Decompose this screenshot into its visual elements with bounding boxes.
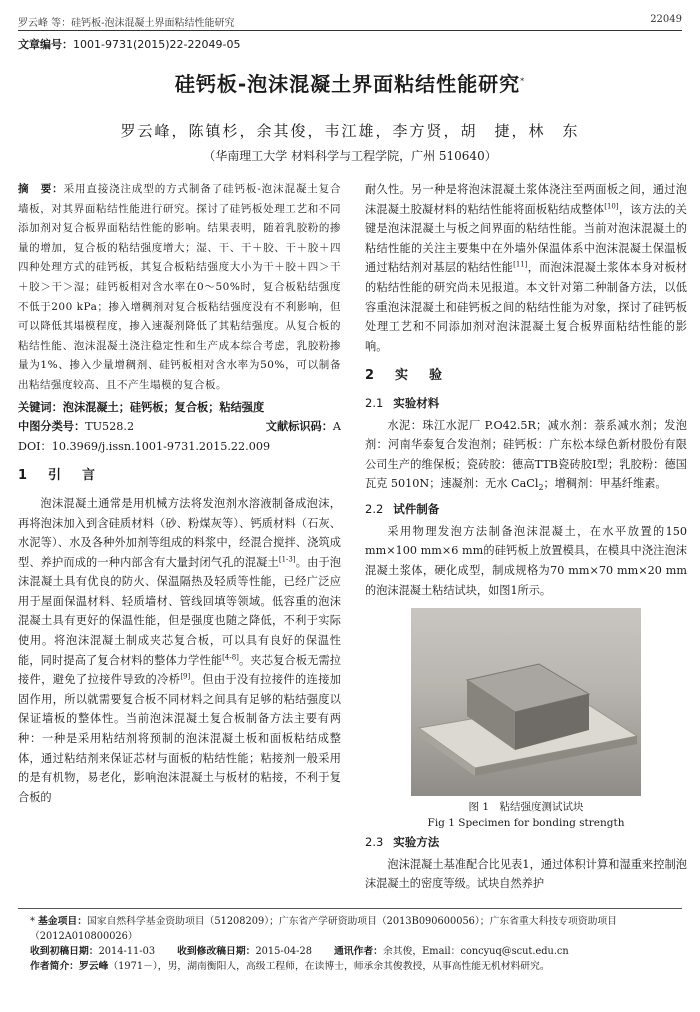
- footnote: [30, 914, 682, 974]
- left-column: [18, 180, 341, 807]
- doc-code: [266, 417, 341, 437]
- article-number-label: 文章编号：: [18, 38, 73, 51]
- article-number: [18, 36, 240, 52]
- title-footnote-mark: *: [520, 76, 526, 86]
- citation: [11]: [513, 260, 528, 269]
- clc-value: TU528.2: [85, 420, 135, 434]
- abstract: [18, 180, 341, 396]
- section-1-paragraph-cont: 耐久性。另一种是将泡沫混凝土浆体浇注至两面板之间，通过泡沫混凝土胶凝材料的粘结性能将面板粘结成整体[10]，该方法的关键是泡沫混凝土与板之间界面的粘结性能。当前对泡沫混凝土的粘结性能的关注主要集中在外墙外保温体系中泡沫混凝土保温板通过粘结剂对基层的粘结性能[11]，而泡沫混凝土浆体本身对板材的粘结性能的研究尚未见报道。本文针对第二种制备方法，以低容重泡沫混凝土和硅钙板之间的粘结性能为对象，探讨了硅钙板处理工艺和不同添加剂对泡沫混凝土复合板界面粘结性能的影响。: [365, 183, 687, 353]
- keywords-text: 泡沫混凝土；硅钙板；复合板；粘结强度: [62, 400, 265, 414]
- classification-line: [18, 417, 341, 437]
- specimen-photo-illustration: [411, 608, 641, 796]
- keywords-label: 关键词：: [18, 400, 63, 414]
- doc-label: 文献标识码：: [265, 420, 333, 434]
- clc-code: [18, 417, 134, 437]
- running-title: 罗云峰 等：硅钙板-泡沫混凝土界面粘结性能研究: [18, 18, 235, 29]
- figure-1-caption-cn: 图 1 粘结强度测试试块: [468, 801, 584, 814]
- paper-title-text: 硅钙板-泡沫混凝土界面粘结性能研究: [174, 72, 521, 96]
- section-2-heading: 2 实 验: [365, 368, 447, 384]
- keywords: [18, 398, 341, 418]
- doi: DOI：10.3969/j.issn.1001-9731.2015.22.009: [18, 439, 271, 453]
- subsection-2-1-heading: 2.1 实验材料: [365, 395, 440, 410]
- page-number: 22049: [650, 14, 682, 25]
- specimen-paragraph: 采用物理发泡方法制备泡沫混凝土，在水平放置的150 mm×100 mm×6 mm的硅钙板上放置模具，在模具中浇注泡沫混凝土浆体，硬化成型，制成规格为70 mm×70 mm×20 mm的泡沫混凝土粘结试块，如图1所示。: [365, 524, 687, 597]
- clc-label: 中图分类号：: [18, 420, 86, 434]
- article-number-value: 1001-9731(2015)22-22049-05: [73, 38, 241, 51]
- subsection-2-3-heading: 2.3 实验方法: [365, 835, 440, 850]
- author-list: 罗云峰，陈镇杉，余其俊，韦江雄，李方贤，胡 捷，林 东: [120, 122, 580, 140]
- citation: [1-3]: [278, 554, 296, 563]
- fund-info: * 基金项目：国家自然科学基金资助项目（51208209）；广东省产学研资助项目（2013B090600056）；广东省重大科技专项资助项目（2012A010800026）: [30, 916, 617, 942]
- header-rule: [18, 30, 682, 31]
- author-bio: 作者简介：罗云峰（1971－），男，湖南衡阳人，高级工程师，在读博士，师承余其俊教授，从事高性能无机材料研究。: [30, 961, 550, 972]
- section-1-heading: 1 引 言: [18, 468, 100, 484]
- citation: [4-8]: [222, 652, 239, 661]
- subsection-2-2-heading: 2.2 试件制备: [365, 502, 440, 517]
- section-1-paragraph: 泡沫混凝土通常是用机械方法将发泡剂水溶液制备成泡沫，再将泡沫加入到含硅质材料（砂、粉煤灰等）、钙质材料（石灰、水泥等）、水及各种外加剂等组成的料浆中，经混合搅拌、浇筑成型、养护而成的一种内部含有大量封闭气孔的混凝土[1-3]。由于泡沫混凝土具有优良的防火、保温隔热及轻质等性能，已经广泛应用于屋面保温材料、轻质墙材、管线回填等领域。低容重的泡沫混凝土具有更好的保温性能，但是强度也随之降低，不利于实际使用。将泡沫混凝土制成夹芯复合板，可以具有良好的保温性能，同时提高了复合材料的整体力学性能[4-8]。夹芯复合板无需拉接件，避免了拉接件导致的冷桥[9]。但由于没有拉接件的连接加固作用，所以就需要复合板不同材料之间具有足够的粘结强度以保证墙板的整体性。当前泡沫混凝土复合板制备方法主要有两种：一种是采用粘结剂将预制的泡沫混凝土板和面板粘结成整体，通过粘结剂来保证芯材与面板的粘结性能；粘接剂一般采用的是有机物，易老化，影响泡沫混凝土与板材的粘接，不利于复合板的: [18, 496, 341, 804]
- affiliation: （华南理工大学 材料科学与工程学院，广州 510640）: [203, 149, 497, 163]
- figure-1-caption-en: Fig 1 Specimen for bonding strength: [427, 817, 625, 830]
- abstract-text: 采用直接浇注成型的方式制备了硅钙板-泡沫混凝土复合墙板，对其界面粘结性能进行研究。探讨了硅钙板处理工艺和不同添加剂对复合板界面粘结性能的影响。结果表明，随着乳胶粉的掺量的增加，复合板的粘结强度增大；湿、干、干＋胶、干＋胶＋四四种处理方式的硅钙板，其复合板粘结强度大小为干＋胶＋四＞干＋胶＞干＞湿；硅钙板相对含水率在0～50%时，复合板粘结强度不低于200 kPa；掺入增稠剂对复合板粘结强度没有不利影响，但可以降低其塌模程度，掺入速凝剂降低了其粘结强度。从复合板的粘结性能、泡沫混凝土浇注稳定性和生产成本综合考虑，乳胶粉掺量为1%、掺入少量增稠剂、硅钙板相对含水率为50%，可以制备出粘结强度较高、且不产生塌模的复合板。: [18, 183, 342, 391]
- right-column: [365, 180, 687, 894]
- footnote-rule: [18, 908, 682, 909]
- figure-1-photo: [411, 608, 641, 796]
- materials-paragraph: 水泥：珠江水泥厂 P.O42.5R；减水剂：萘系减水剂；发泡剂：河南华泰复合发泡剂；硅钙板：广东松本绿色新材股份有限公司生产的维保板；瓷砖胶：德高TTB瓷砖胶Ⅰ型；乳胶粉：德国瓦克 5010N；速凝剂：无水 CaCl$_2$；增稠剂：甲基纤维素。: [365, 418, 687, 493]
- citation: [9]: [180, 672, 191, 681]
- paper-title: [0, 68, 700, 97]
- citation: [10]: [604, 201, 619, 210]
- method-paragraph: 泡沫混凝土基准配合比见表1，通过体积计算和湿重来控制泡沫混凝土的密度等级。试块自然养护: [365, 857, 687, 891]
- footnote-star: *: [30, 916, 39, 927]
- abstract-label: 摘 要：: [18, 183, 64, 195]
- doc-value: A: [332, 420, 341, 434]
- dates-row: 收到初稿日期：2014-11-03 收到修改稿日期：2015-04-28 通讯作者：余其俊，Email：concyuq@scut.edu.cn: [30, 946, 569, 957]
